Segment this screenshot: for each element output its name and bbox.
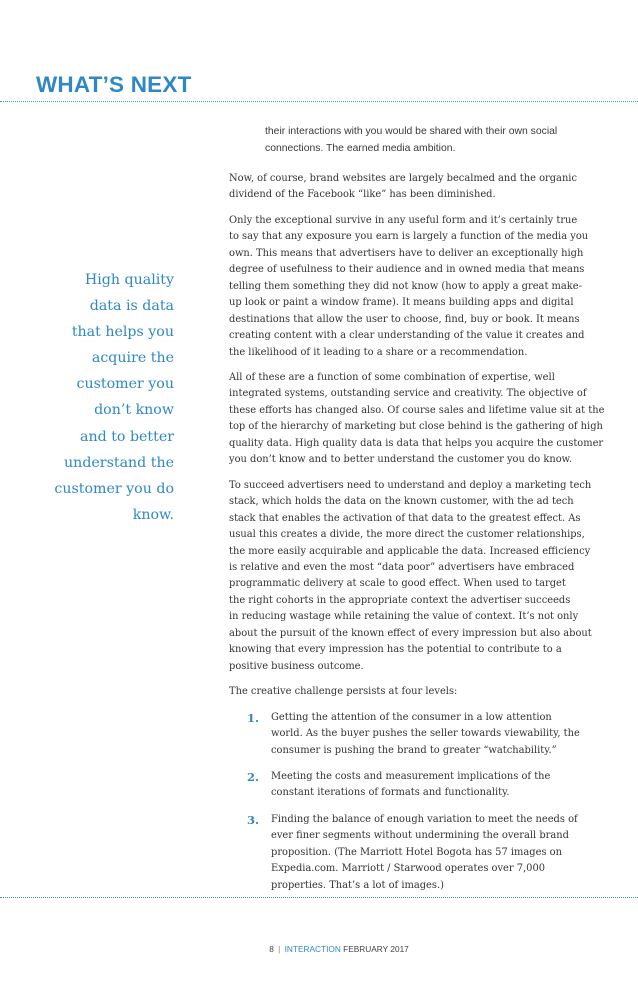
text-line: stack that enables the activation of that data to the greatest effect. As xyxy=(229,512,581,524)
text-line: Now, of course, brand websites are largely becalmed and the organic xyxy=(229,173,577,184)
pull-quote-line: that helps you xyxy=(71,324,174,341)
text-line: creating content with a clear understanding of the value it creates and xyxy=(229,330,585,342)
text-line: programmatic delivery at scale to good effect. When used to target xyxy=(229,578,566,590)
text-line: you don’t know and to better understand the customer you do know. xyxy=(229,454,573,466)
text-line: degree of usefulness to their audience and in owned media that means xyxy=(229,264,585,276)
page-footer xyxy=(0,944,638,954)
pull-quote xyxy=(28,267,174,528)
text-line: about the pursuit of the known effect of every impression but also about xyxy=(229,627,592,639)
list-item xyxy=(229,710,624,759)
paragraph xyxy=(229,213,624,361)
list-item xyxy=(229,769,624,802)
pull-quote-line: customer you do xyxy=(54,480,174,497)
text-line: the likelihood of it leading to a share or a recommendation. xyxy=(229,346,528,358)
publication-name: INTERACTION xyxy=(284,944,341,954)
pull-quote-line: know. xyxy=(132,506,174,523)
text-line: own. This means that advertisers have to deliver an exceptionally high xyxy=(229,247,584,259)
text-line: dividend of the Facebook “like” has been diminished. xyxy=(229,189,496,201)
article-body xyxy=(229,124,624,904)
text-line: quality data. High quality data is data that helps you acquire the customer xyxy=(229,437,604,449)
text-line: world. As the buyer pushes the seller towards viewability, the xyxy=(271,728,580,740)
text-line: Meeting the costs and measurement implications of the xyxy=(271,770,551,782)
page-number: 8 xyxy=(269,944,274,954)
pull-quote-line: data is data xyxy=(89,298,174,315)
continued-quote xyxy=(229,124,624,157)
text-line: properties. That’s a lot of images.) xyxy=(271,879,444,891)
text-line: the right cohorts in the appropriate context the advertiser succeeds xyxy=(229,594,571,606)
issue-date: FEBRUARY 2017 xyxy=(343,944,409,954)
text-line: knowing that every impression has the potential to contribute to a xyxy=(229,644,562,656)
list-number: 1. xyxy=(247,710,260,725)
pull-quote-line: don’t know xyxy=(94,402,174,419)
paragraph xyxy=(229,684,624,700)
text-line: connections. The earned media ambition. xyxy=(265,142,456,154)
text-line: usual this creates a divide, the more direct the customer relationships, xyxy=(229,529,585,541)
text-line: telling them something they did not know (how to apply a great make- xyxy=(229,280,582,292)
text-line: top of the hierarchy of marketing but close behind is the gathering of high xyxy=(229,421,603,433)
text-line: in reducing wastage while retaining the value of context. It’s not only xyxy=(229,611,579,623)
top-dotted-rule xyxy=(0,101,638,102)
pull-quote-line: and to better xyxy=(80,428,174,445)
text-line: up look or paint a window frame). It means building apps and digital xyxy=(229,297,574,309)
list-item xyxy=(229,812,624,894)
list-number: 2. xyxy=(247,769,260,784)
pull-quote-line: acquire the xyxy=(91,350,174,367)
text-line: these efforts has changed also. Of course sales and lifetime value sit at the xyxy=(229,404,605,416)
text-line: Expedia.com. Marriott / Starwood operates over 7,000 xyxy=(271,863,546,875)
pull-quote-line: customer you xyxy=(76,376,174,393)
pull-quote-line: High quality xyxy=(84,272,174,288)
text-line: their interactions with you would be shared with their own social xyxy=(265,126,558,137)
pull-quote-line: understand the xyxy=(64,454,174,471)
section-heading: WHAT’S NEXT xyxy=(36,72,192,97)
paragraph xyxy=(229,478,624,675)
numbered-list xyxy=(229,710,624,895)
text-line: consumer is pushing the brand to greater “watchability.” xyxy=(271,744,557,756)
paragraph xyxy=(229,171,624,204)
text-line: is relative and even the most “data poor” advertisers have embraced xyxy=(229,561,575,573)
text-line: To succeed advertisers need to understand and deploy a marketing tech xyxy=(229,479,592,491)
bottom-dotted-rule xyxy=(0,897,638,898)
text-line: Only the exceptional survive in any useful form and it’s certainly true xyxy=(229,214,578,226)
text-line: All of these are a function of some combination of expertise, well xyxy=(229,371,555,383)
list-number: 3. xyxy=(247,812,260,827)
text-line: the more easily acquirable and applicable the data. Increased efficiency xyxy=(229,545,591,557)
text-line: positive business outcome. xyxy=(229,660,364,672)
footer-separator: | xyxy=(278,944,281,954)
text-line: to say that any exposure you earn is largely a function of the media you xyxy=(229,231,589,243)
text-line: The creative challenge persists at four levels: xyxy=(229,686,458,698)
paragraph xyxy=(229,370,624,469)
text-line: proposition. (The Marriott Hotel Bogota has 57 images on xyxy=(271,846,562,858)
text-line: constant iterations of formats and functionality. xyxy=(271,787,510,799)
text-line: integrated systems, outstanding service and creativity. The objective of xyxy=(229,388,587,400)
text-line: destinations that allow the user to choose, find, buy or book. It means xyxy=(229,313,580,325)
text-line: Getting the attention of the consumer in a low attention xyxy=(271,711,552,723)
text-line: stack, which holds the data on the known customer, with the ad tech xyxy=(229,496,574,508)
text-line: Finding the balance of enough variation to meet the needs of xyxy=(271,813,578,825)
text-line: ever finer segments without undermining the overall brand xyxy=(271,830,569,842)
